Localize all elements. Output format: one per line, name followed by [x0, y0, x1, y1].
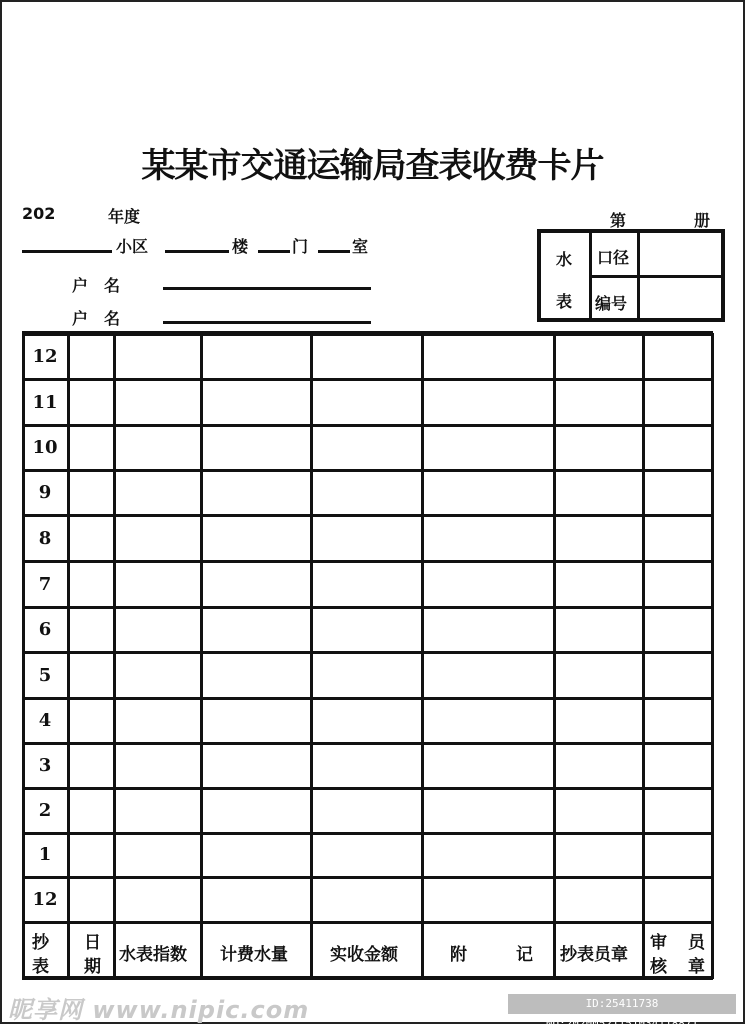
- footer-auditor-bottom-left: 核: [650, 957, 667, 977]
- row-label: 8: [38, 528, 52, 549]
- volume-suffix: 册: [694, 211, 711, 230]
- row-label: 9: [38, 482, 52, 503]
- year-label: 年度: [108, 207, 141, 226]
- footer-auditor-bottom-right: 章: [688, 957, 705, 977]
- building-blank[interactable]: [165, 250, 229, 253]
- footer-reader-bottom: 表: [32, 957, 49, 977]
- meter-number-value[interactable]: [643, 279, 721, 317]
- row-label: 1: [38, 844, 52, 865]
- row-label: 11: [32, 392, 58, 413]
- footer-meter-reading: 水表指数: [119, 945, 187, 965]
- row-label: 12: [32, 346, 58, 367]
- footer-billed-water: 计费水量: [220, 945, 288, 965]
- volume-prefix: 第: [610, 211, 627, 230]
- district-blank[interactable]: [22, 250, 112, 253]
- row-label: 12: [32, 889, 58, 910]
- footer-date-top: 日: [84, 933, 101, 953]
- footer-auditor-top-right: 员: [688, 933, 705, 953]
- row-label: 5: [38, 665, 52, 686]
- meter-caliber-value[interactable]: [643, 233, 721, 273]
- row-label: 6: [38, 619, 52, 640]
- room-blank[interactable]: [318, 250, 350, 253]
- account-name-label-2: 户 名: [72, 309, 121, 328]
- row-label: 2: [38, 800, 52, 821]
- footer-reader-seal: 抄表员章: [560, 945, 628, 965]
- row-label: 4: [38, 710, 52, 731]
- unit-blank[interactable]: [258, 250, 290, 253]
- footer-amount-collected: 实收金额: [330, 945, 398, 965]
- water-meter-box: [537, 229, 725, 322]
- row-label: 10: [32, 437, 58, 458]
- account-name-label-1: 户 名: [72, 276, 121, 295]
- room-label: 室: [352, 237, 369, 256]
- account-name-blank-2[interactable]: [163, 321, 371, 324]
- meter-side-label-bottom: 表: [556, 292, 573, 311]
- footer-notes-left: 附: [450, 945, 467, 965]
- site-watermark: 昵享网 www.nipic.com: [8, 996, 310, 1024]
- footer-date-bottom: 期: [84, 957, 101, 977]
- meter-caliber-label: 口径: [597, 248, 630, 267]
- building-label: 楼: [232, 237, 249, 256]
- footer-auditor-top-left: 审: [650, 933, 667, 953]
- image-id-watermark: ID:25411738 NO:20200521151034118871: [508, 994, 736, 1014]
- page-title: 某某市交通运输局查表收费卡片: [141, 146, 604, 186]
- footer-notes-right: 记: [516, 945, 533, 965]
- district-label: 小区: [116, 237, 149, 256]
- meter-side-label-top: 水: [556, 250, 573, 269]
- row-label: 3: [38, 755, 52, 776]
- unit-label: 门: [292, 237, 309, 256]
- year-prefix: 202: [22, 204, 56, 223]
- account-name-blank-1[interactable]: [163, 287, 371, 290]
- row-label: 7: [38, 574, 52, 595]
- footer-reader-top: 抄: [32, 933, 49, 953]
- meter-number-label: 编号: [595, 294, 628, 313]
